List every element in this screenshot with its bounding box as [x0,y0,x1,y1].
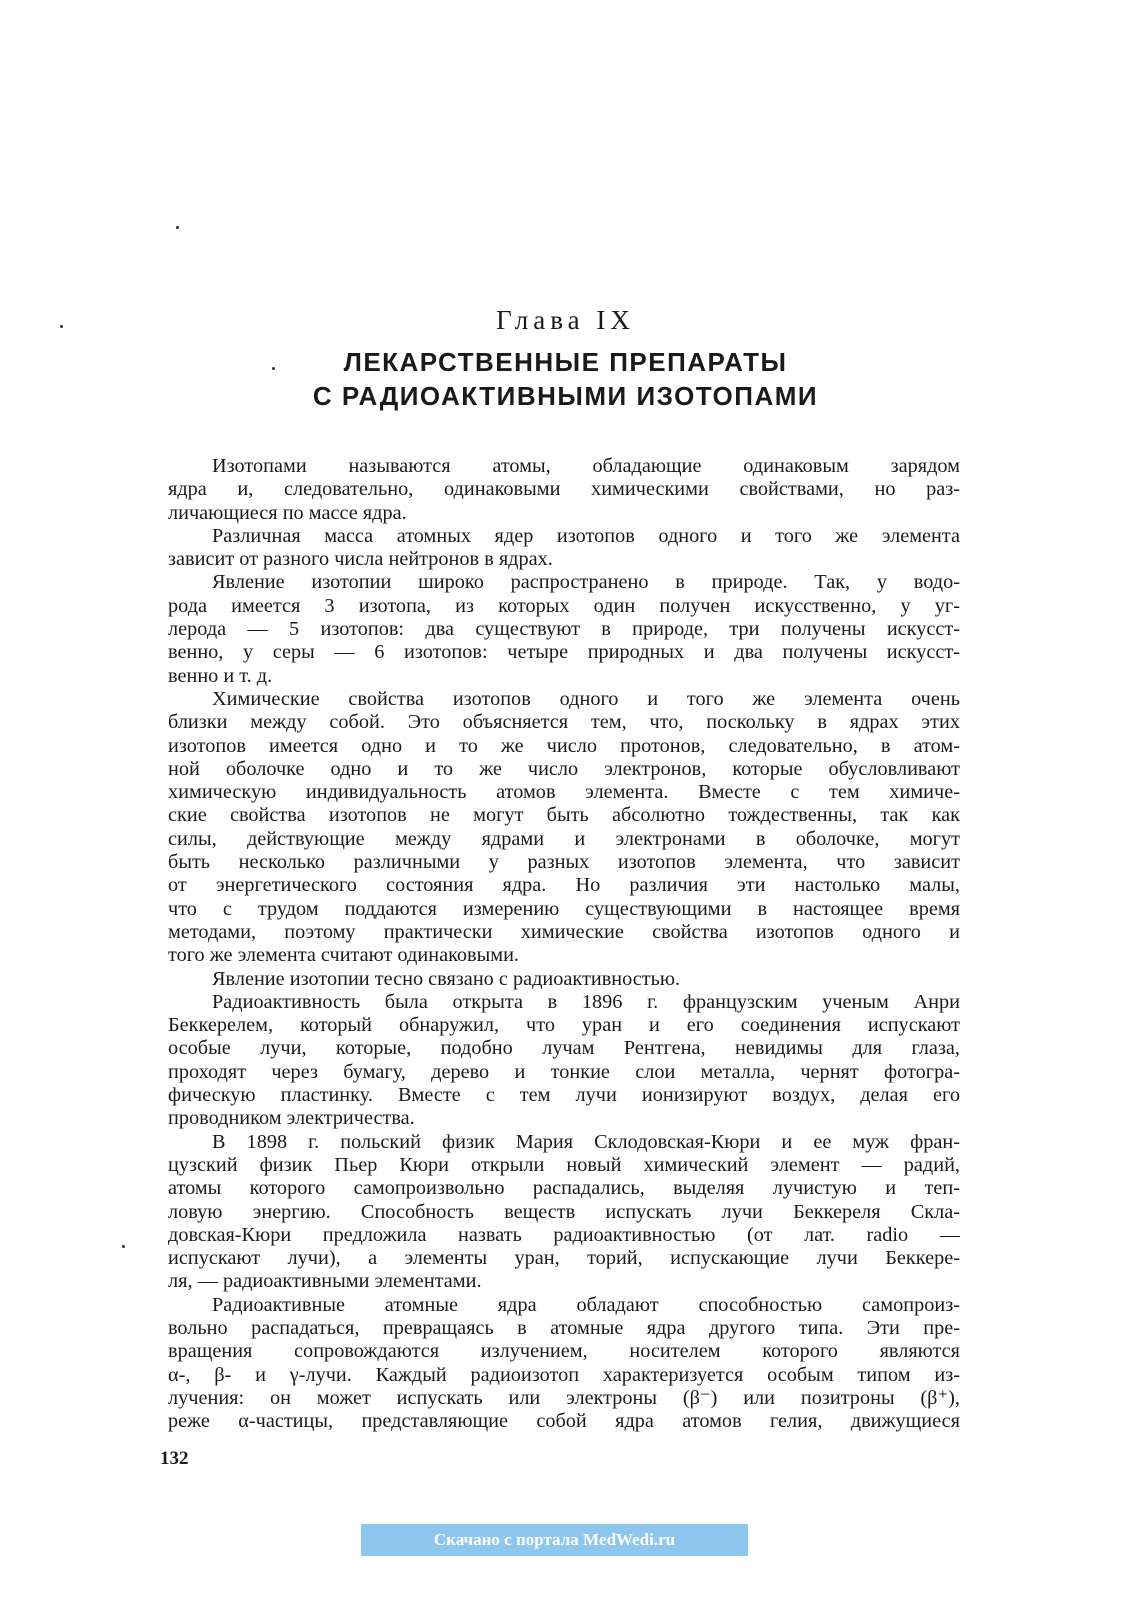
text-line: Изотопами называются атомы, обладающие одинаковым зарядом [212,455,960,477]
text-line: методами, поэтому практически химические свойства изотопов одного и [168,920,960,943]
text-line: ной оболочке одно и то же число электронов, которые обусловливают [168,757,960,780]
text-line: Радиоактивные атомные ядра обладают способностью самопроиз- [212,1293,960,1316]
chapter-label: Глава IX [496,305,635,335]
text-line: α-, β- и γ-лучи. Каждый радиоизотоп характеризуется особым типом из- [168,1363,960,1386]
chapter-title-line: ЛЕКАРСТВЕННЫЕ ПРЕПАРАТЫ [343,347,788,377]
text-line: Различная масса атомных ядер изотопов одного и того же элемента [212,524,960,547]
text-line: того же элемента считают одинаковыми. [168,944,519,967]
text-line: Явление изотопии широко распространено в природе. Так, у водо- [212,571,960,594]
text-line: вольно распадаться, превращаясь в атомные ядра другого типа. Эти пре- [168,1316,960,1339]
scan-speck [272,367,275,370]
text-line: Явление изотопии тесно связано с радиоактивностью. [212,967,681,990]
text-line: Химические свойства изотопов одного и того же элемента очень [212,687,960,710]
text-line: изотопов имеется одно и то же число протонов, следовательно, в атом- [168,734,960,757]
text-line: зависит от разного числа нейтронов в ядрах. [168,548,553,571]
text-line: лерода — 5 изотопов: два существуют в природе, три получены искусст- [168,618,960,641]
scan-speck [60,325,63,328]
text-line: венно и т. д. [168,664,273,687]
text-line: фическую пластинку. Вместе с тем лучи ионизируют воздух, делая его [168,1084,960,1107]
text-line: близки между собой. Это объясняется тем, что, поскольку в ядрах этих [168,711,960,734]
text-line: довская-Кюри предложила назвать радиоактивностью (от лат. radio — [168,1223,960,1246]
text-line: рода имеется 3 изотопа, из которых один получен искусственно, у уг- [168,594,960,617]
text-line: реже α-частицы, представляющие собой ядра атомов гелия, движущиеся [168,1410,960,1433]
text-line: лучения: он может испускать или электроны (β⁻) или позитроны (β⁺), [168,1386,960,1409]
body-text [168,455,960,1433]
text-line: проводником электричества. [168,1107,415,1130]
text-line: вращения сопровождаются излучением, носителем которого являются [168,1340,960,1363]
text-line: венно, у серы — 6 изотопов: четыре природных и два получены искусст- [168,641,960,664]
text-line: особые лучи, которые, подобно лучам Рентгена, невидимы для глаза, [168,1037,960,1060]
text-line: В 1898 г. польский физик Мария Склодовская-Кюри и ее муж фран- [212,1130,960,1153]
text-line: ля, — радиоактивными элементами. [168,1270,482,1293]
text-line: испускают лучи), а элементы уран, торий, испускающие лучи Беккере- [168,1247,960,1270]
text-line: что с трудом поддаются измерению существующими в настоящее время [168,897,960,920]
text-line: быть несколько различными у разных изотопов элемента, что зависит [168,851,960,874]
watermark-banner[interactable]: Скачано с портала MedWedi.ru [361,1524,748,1556]
text-line: атомы которого самопроизвольно распадались, выделяя лучистую и теп- [168,1177,960,1200]
chapter-title-line: С РАДИОАКТИВНЫМИ ИЗОТОПАМИ [312,381,819,411]
text-line: силы, действующие между ядрами и электронами в оболочке, могут [168,827,960,850]
text-line: Беккерелем, который обнаружил, что уран и его соединения испускают [168,1014,960,1037]
page-number: 132 [160,1448,189,1469]
text-line: химическую индивидуальность атомов элемента. Вместе с тем химиче- [168,781,960,804]
scan-speck [122,1245,125,1248]
text-line: от энергетического состояния ядра. Но различия эти настолько малы, [168,874,960,897]
text-line: ядра и, следовательно, одинаковыми химическими свойствами, но раз- [168,478,960,501]
text-line: ские свойства изотопов не могут быть абсолютно тождественны, так как [168,804,960,827]
text-line: проходят через бумагу, дерево и тонкие слои металла, чернят фотогра- [168,1060,960,1083]
text-line: цузский физик Пьер Кюри открыли новый химический элемент — радий, [168,1153,960,1176]
scan-speck [176,226,179,229]
text-line: ловую энергию. Способность веществ испускать лучи Беккереля Скла- [168,1200,960,1223]
chapter-title [0,345,1131,413]
text-line: Радиоактивность была открыта в 1896 г. французским ученым Анри [212,990,960,1013]
text-line: личающиеся по массе ядра. [168,501,407,524]
